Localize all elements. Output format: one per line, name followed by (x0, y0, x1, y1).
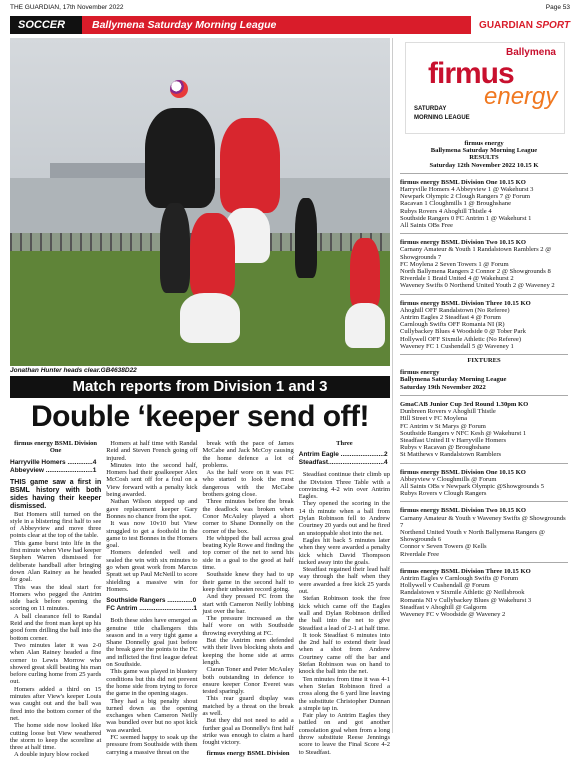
paragraph: This was the ideal start for Homers who pegged the Antrim side back before opening the scoring on 11 minutes. (10, 583, 102, 613)
fixture-line: Romania NI v Cullybackey Blues @ Wakehurst 3 (400, 596, 532, 604)
fixture-line: FC Antrim v St Marys @ Forum (400, 422, 486, 430)
results-division-heading: firmus energy BSML Division Three 10.15 KO (400, 299, 531, 307)
paragraph: It was now 10v10 but View struggled to get a foothold in the game to test Bonnes in the Homers goal. (106, 520, 198, 550)
player-red-kit (220, 118, 280, 213)
paragraph: break with the pace of James McCabe and Jack McCoy causing the home defence a lot of problems. (202, 440, 294, 469)
fixture-line: All Saints OBs v Newpark Olympic @Showgrounds 5 (400, 482, 544, 490)
fixture-line: Randalstown v Sixmile Athletic @ Neillsbrook (400, 589, 525, 597)
paragraph: As the half wore on it was FC who started to look the most dangerous with the McCabe brothers going close. (202, 469, 294, 499)
sponsor-line1: SATURDAY (414, 106, 447, 112)
score-line: Steadfast...............................4 (298, 459, 388, 467)
section-label: SOCCER (10, 16, 82, 34)
fixture-line: Waveney FC v Woodside @ Waveney 2 (400, 610, 506, 618)
paragraph: They had a big penalty shout turned down as the opening exchanges when Cameron Neilly was bundled over but no spot kick was awarded. (106, 697, 198, 734)
player-black-legs (160, 203, 190, 293)
paragraph: The home side now looked like cutting loose but View weathered the storm to keep the scoreline at three at half time. (10, 722, 102, 752)
results-sponsor: firmus energy (464, 140, 504, 147)
sponsor-line2: MORNING LEAGUE (414, 115, 470, 121)
fixture-line: Hollywell v Cushendall @ Forum (400, 582, 490, 590)
fixture-line: Hill Street v FC Moylena (400, 415, 468, 423)
division-subheading: firmus energy BSML Division (206, 750, 290, 758)
paragraph: Homers at half time with Randal Reid and Steven French going off injured. (106, 440, 198, 462)
paragraph: But they did not need to add a further goal as Donnelly's first half strike was enough to claim a hard fought victory. (202, 717, 294, 747)
fixtures-date: Saturday 19th November 2022 (400, 383, 486, 391)
paragraph: But Homers still turned on the style in a blistering first half to see of Abbeyview and move three points clear at the top of the table. (10, 510, 102, 540)
result-line: Antrim Eagles 2 Steadfast 4 @ Forum (400, 314, 501, 322)
paragraph: A double injury blow rocked (14, 751, 89, 759)
paragraph: Steadfast continue their climb up the Division Three Table with a convincing 4-2 win over Antrim Eagles. (298, 471, 390, 501)
referee (295, 198, 317, 278)
fixture-line: St Matthews v Randalstown Ramblers (400, 451, 502, 459)
lead-paragraph: THIS game saw a first in BSML history with both sides having their keeper dismissed. (10, 478, 102, 510)
results-league: Ballymena Saturday Morning League (430, 147, 538, 155)
fixture-line: Steadfast United II v Harryville Homers (400, 436, 507, 444)
fixtures-division-heading: firmus energy BSML Division Two 10.15 KO (400, 507, 526, 515)
paragraph: This rear guard display was matched by a threat on the break as well. (202, 695, 294, 717)
paragraph: They opened the scoring in the 14 th minute when a ball from Dylan Robinson fell to Andrew Courtney 20 yards out and he fired an unstoppable shot into the net. (298, 500, 390, 537)
paragraph: Homers defended well and sealed the win with six minutes to go when great work from Marcus Spratt set up Paul McNeill to score shielding a massive win for Homers. (106, 549, 198, 593)
match-photo (10, 38, 390, 366)
headline: Double ‘keeper send off! (30, 400, 370, 433)
fixture-line: Dunbreen Rovers v Ahoghill Thistle (400, 408, 496, 416)
score-line: Abbeyview ..........................1 (10, 466, 97, 474)
paragraph: This game was played in blustery conditions but this did not prevent the home side from trying to force the game in the opening stages. (106, 668, 198, 698)
result-line: Riverdale 1 Braid United 4 @ Wakehurst 2 (400, 275, 514, 283)
paragraph: This game burst into life in the first minute when View had keeper Stephen Warren dismissed for deliberate handball after bringing down Alan Rainey as he headed for goal. (10, 539, 102, 584)
paragraph: Steadfast regained their lead half way through the half when they were awarded a free kick 25 yards out. (298, 566, 390, 596)
page-number: Page 53 (545, 4, 570, 11)
reports-band: Match reports from Division 1 and 3 (10, 376, 390, 398)
result-line: Carnany Amateur & Youth 1 Randalstown Ramblers 2 @ Showgrounds 7 (400, 246, 552, 261)
division-subheading: firmus energy BSML Division One (14, 440, 98, 455)
sponsor-logo (405, 42, 565, 134)
fixture-line: Southside Rangers v NFC Kesh @ Wakehurst 1 (400, 429, 527, 437)
paragraph: He whipped the ball across goal beating Kyle Rowe and finding the top corner of the net to send his side in a goal to the good at half time. (202, 534, 294, 572)
fixtures-heading: FIXTURES (467, 357, 501, 365)
fixture-line: Rubys Rovers v Clough Rangers (400, 490, 487, 498)
paragraph: Fair play to Antrim Eagles they battled on and got another consolation goal when from a long throw substitute Reese Jennings score to leave the Final Score 4-2 to Steadfast. (298, 712, 390, 756)
paragraph: But the Antrim men defended with their lives blocking shots and keeping the home side at arms length. (202, 637, 294, 666)
results-division-heading: firmus energy BSML Division One 10.15 KO (400, 178, 526, 186)
player-red-kit-2 (190, 213, 235, 298)
result-line: Hollywell OFF Sixmile Athletic (No Referee) (400, 335, 522, 343)
paragraph: Homers added a third on 15 minutes after View's keeper Louis was caught out and the ball was fired into the bottom corner of the net. (10, 685, 102, 722)
result-line: FC Moylena 2 Seven Towers 1 @ Forum (400, 260, 509, 268)
paragraph: Ciaran Toner and Peter McAuley both outstanding in defence to ensure keeper Conor Everet was tested sparingly. (202, 666, 294, 696)
division-subheading: Three (336, 440, 353, 447)
score-line: FC Antrim ..............................1 (106, 605, 198, 613)
result-line: Cullybackey Blues 4 Woodside 0 @ Tober Park (400, 328, 526, 336)
football (170, 80, 188, 98)
banner-title: Ballymena Saturday Morning League (82, 16, 471, 34)
score-line: Harryville Homers ..............4 (10, 458, 97, 466)
player-red-shorts-2 (180, 293, 240, 343)
result-line: Racavan 1 Cloughmills 1 @ Broughshane (400, 200, 512, 208)
results-heading: RESULTS (469, 154, 499, 162)
paragraph: Two minutes later it was 2-0 when Alan Rainey headed a fine corner to Lewis Morrow who showed great skill beating his man before curling home from 25 yards out. (10, 641, 102, 686)
article-column-2 (106, 440, 198, 756)
results-fixtures (400, 140, 568, 618)
paragraph: Ten minutes from time it was 4-1 when Stefan Robinson fired a cross along the 6 yard line leaving the substitute Christopher Dunnan a simple tap in. (298, 675, 390, 712)
paragraph: FC seemed happy to soak up the pressure from Southside with them carrying a massive threat on the (106, 733, 198, 756)
result-line: North Ballymena Rangers 2 Connor 2 @ Showgrounds 8 (400, 268, 551, 276)
sponsor-town: Ballymena (505, 47, 556, 58)
article-column-4 (298, 440, 390, 756)
paragraph: A ball clearance fell to Randal Reid and the front man kept up his good form drilling the ball into the bottom corner. (10, 612, 102, 642)
player-black-kit (145, 108, 215, 208)
paragraph: And they pressed FC from the start with Cameron Neilly lobbing just over the bar. (202, 593, 294, 615)
sponsor-energy: energy (484, 83, 558, 110)
fixture-line: Riverdale Free (400, 550, 439, 558)
sponsor-firmus: firmus (428, 57, 514, 90)
paragraph: Eagles hit back 5 minutes later when they were awarded a penalty kick which David Thompson tucked away into the goals. (298, 536, 390, 566)
fixture-line: Abbeyview v Cloughmills @ Forum (400, 475, 497, 483)
paragraph: The pressure increased as the half wore on with Southside throwing everything at FC. (202, 615, 294, 637)
paragraph: Three minutes before the break the deadlock was broken when Conor McAuley played a short corner to Shane Donnelly on the corner of the box. (202, 498, 294, 535)
player-red-kit-3 (350, 238, 380, 308)
result-line: Ahoghill OFF Randalstown (No Referee) (400, 306, 510, 314)
score-line: Antrim Eagle ........................2 (298, 451, 388, 459)
result-line: Rubys Rovers 4 Ahoghill Thistle 4 (400, 207, 492, 215)
paragraph: Minutes into the second half, Homers had their goalkeeper Alex McCosh sent off for a foul on a View forward with a penalty kick being awarded. (106, 461, 198, 499)
player-red-shorts-3 (345, 303, 385, 348)
result-line: Newpark Olympic 2 Clough Rangers 7 @ Forum (400, 193, 531, 201)
fixture-line: Carnany Amateur & Youth v Waveney Swifts @ Showgrounds 7 (400, 514, 566, 529)
guardian-sport-logo: GUARDIAN SPORT (479, 19, 570, 31)
fixtures-league: Ballymena Saturday Morning League (400, 376, 507, 384)
fixture-line: Antrim Eagles v Carnlough Swifts @ Forum (400, 574, 519, 582)
fixture-line: Rubys v Racavan @ Broughshane (400, 444, 491, 452)
article-column-3 (202, 440, 294, 758)
fixtures-sponsor: firmus energy (400, 369, 440, 377)
page-header (10, 4, 570, 14)
photo-caption: Jonathan Hunter heads clear.GB4638D22 (10, 367, 137, 374)
article-column-1 (10, 440, 102, 759)
paragraph: It took Steadfast 6 minutes into the 2nd half to extend their lead when a shot from Andrew Courtney came off the bar and Stefan Robinson was on hand to knock the ball into the net. (298, 631, 390, 676)
publication-date: THE GUARDIAN, 17th November 2022 (10, 4, 124, 11)
paragraph: Southside knew they had to up their game in the second half to keep their unbeaten record going. (202, 571, 294, 593)
result-line: Harryville Homers 4 Abbeyview 1 @ Wakehurst 3 (400, 186, 534, 194)
result-line: Carnlough Swifts OFF Romania NI (R) (400, 321, 505, 329)
section-banner (10, 16, 570, 34)
score-line: Southside Rangers ..............0 (106, 597, 197, 605)
result-line: All Saints OBs Free (400, 222, 453, 230)
results-division-heading: firmus energy BSML Division Two 10.15 KO (400, 239, 526, 247)
fixture-line: Northend United Youth v North Ballymena Rangers @ Showgrounds 6 (400, 528, 545, 544)
fixture-line: Connor v Seven Towers @ Kells (400, 543, 487, 551)
fixtures-division-heading: GmaCAB Junior Cup 3rd Round 1.30pm KO (400, 400, 529, 408)
paragraph: Nathan Wilson stepped up and gave replacement keeper Gary Bonnes no chance from the spot. (106, 498, 198, 520)
fixture-line: Steadfast v Ahoghill @ Galgorm (400, 603, 487, 611)
article-body (10, 440, 390, 759)
results-date: Saturday 12th November 2022 10.15 K (429, 161, 539, 169)
result-line: Waveney Swifts 0 Northend United Youth 2 @ Waveney 2 (400, 282, 555, 290)
result-line: Waveney FC 1 Cushendall 5 @ Waveney 1 (400, 342, 514, 350)
fixtures-division-heading: firmus energy BSML Division Three 10.15 KO (400, 567, 531, 575)
fixtures-division-heading: firmus energy BSML Division One 10.15 KO (400, 468, 526, 476)
paragraph: Both these sides have emerged as genuine title challengers this season and in a very tight game a Shane Donnelly goal just before the break gave the points to the FC and inflicted the first league defeat on Southside. (106, 617, 198, 669)
result-line: Southside Rangers 0 FC Antrim 1 @ Wakehurst 1 (400, 214, 532, 222)
paragraph: Stefan Robinson took the free kick which came off the Eagles wall and Dylan Robinson drilled the ball into the net to give Steadfast a lead of 2-1 at half time. (298, 595, 390, 632)
